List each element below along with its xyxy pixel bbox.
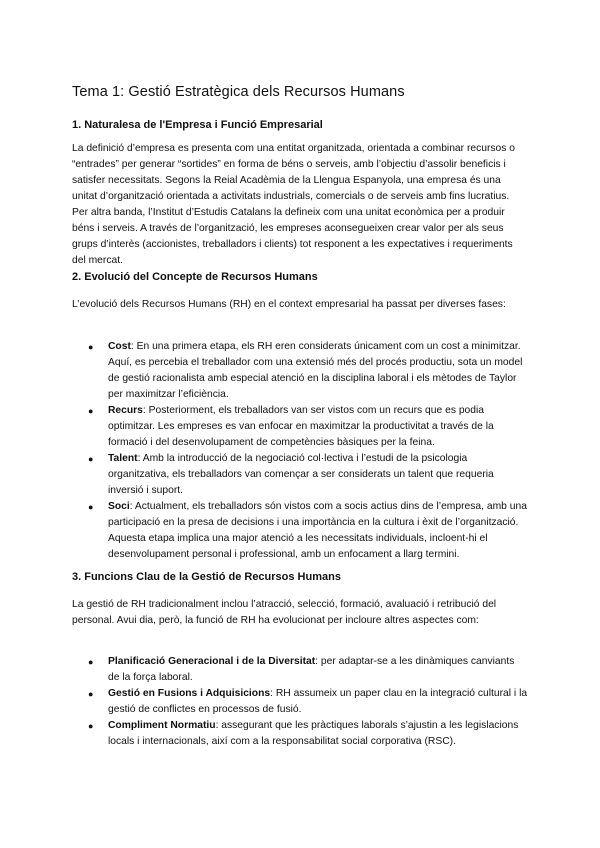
list-item-term: Compliment Normatiu	[108, 720, 216, 731]
bullet-icon: ●	[88, 342, 94, 352]
list-item-text: : Amb la introducció de la negociació col·lectiva i l’estudi de la psicologia organitzativa, els treballadors van començar a ser considerats un talent que requeria inversió i suport.	[108, 453, 494, 496]
list-item-term: Talent	[108, 453, 138, 464]
bullet-icon: ●	[88, 454, 94, 464]
list-item-text: : assegurant que les pràctiques laborals s’ajustin a les legislacions locals i internacionals, així com a la responsabilitat social corporativa (RSC).	[108, 720, 519, 747]
list-item-term: Gestió en Fusions i Adquisicions	[108, 688, 271, 699]
list-item-text: : Actualment, els treballadors són vistos com a socis actius dins de l’empresa, amb una participació en la presa de decisions i una importància en la cultura i èxit de l’organització. Aquesta etapa implica una major atenció a les necessitats individuals, incloent-hi el desenvolupament personal i professional, amb un enfocament a llarg termini.	[108, 501, 527, 560]
bullet-icon: ●	[88, 721, 94, 731]
section-paragraph-3: La gestió de RH tradicionalment inclou l’atracció, selecció, formació, avaluació i retribució del personal. Avui dia, però, la funció de RH ha evolucionat per incloure altres aspectes com:	[72, 599, 497, 626]
list-item	[72, 718, 528, 750]
list-item	[72, 686, 528, 718]
section-heading-2: 2. Evolució del Concepte de Recursos Humans	[72, 271, 318, 283]
bullet-icon: ●	[88, 406, 94, 416]
list-item-text: : RH assumeix un paper clau en la integració cultural i la gestió de conflictes en processos de fusió.	[108, 688, 528, 715]
list-item-text: : En una primera etapa, els RH eren considerats únicament com un cost a minimitzar. Aquí, es percebia el treballador com una extensió més del procés productiu, sota un model de gestió racionalista amb especial atenció en la disciplina laboral i els mètodes de Taylor per maximitzar l’eficiència.	[108, 341, 523, 400]
list-item-text: : per adaptar-se a les dinàmiques canviants de la força laboral.	[108, 656, 515, 683]
list-item-term: Cost	[108, 341, 131, 352]
section-paragraph-2: L’evolució dels Recursos Humans (RH) en el context empresarial ha passat per diverses fases:	[72, 299, 506, 310]
bullet-icon: ●	[88, 689, 94, 699]
list-item	[72, 451, 528, 499]
list-item	[72, 499, 528, 563]
list-item	[72, 403, 528, 451]
section-heading-3: 3. Funcions Clau de la Gestió de Recursos Humans	[72, 571, 341, 583]
bullet-icon: ●	[88, 657, 94, 667]
list-item-term: Planificació Generacional i de la Diversitat	[108, 656, 316, 667]
list-item	[72, 339, 528, 403]
list-item	[72, 654, 528, 686]
section-paragraph-1: La definició d’empresa es presenta com una entitat organitzada, orientada a combinar recursos o “entrades” per generar “sortides” en forma de béns o serveis, amb l’objectiu d’assolir beneficis i satisfer necessitats. Segons la Reial Acadèmia de la Llengua Espanyola, una empresa és una unitat d’organització orientada a activitats industrials, comercials o de serveis amb fins lucratius. Per altra banda, l’Institut d’Estudis Catalans la defineix com una unitat econòmica per a produir béns i serveis. A través de l’organització, les empreses aconsegueixen crear valor per als seus grups d’interès (accionistes, treballadors i clients) tot responent a les expectatives i requeriments del mercat.	[72, 143, 516, 266]
list-item-term: Soci	[108, 501, 130, 512]
list-item-text: : Posteriorment, els treballadors van ser vistos com un recurs que es podia optimitzar. Les empreses es van enfocar en maximitzar la productivitat a través de la formació i del desenvolupament de competències bàsiques per la feina.	[108, 405, 494, 448]
bullet-list-3	[72, 654, 528, 750]
section-heading-1: 1. Naturalesa de l'Empresa i Funció Empresarial	[72, 119, 323, 131]
list-item-term: Recurs	[108, 405, 143, 416]
document-title: Tema 1: Gestió Estratègica dels Recursos Humans	[72, 84, 405, 100]
bullet-icon: ●	[88, 502, 94, 512]
bullet-list-2	[72, 339, 528, 563]
